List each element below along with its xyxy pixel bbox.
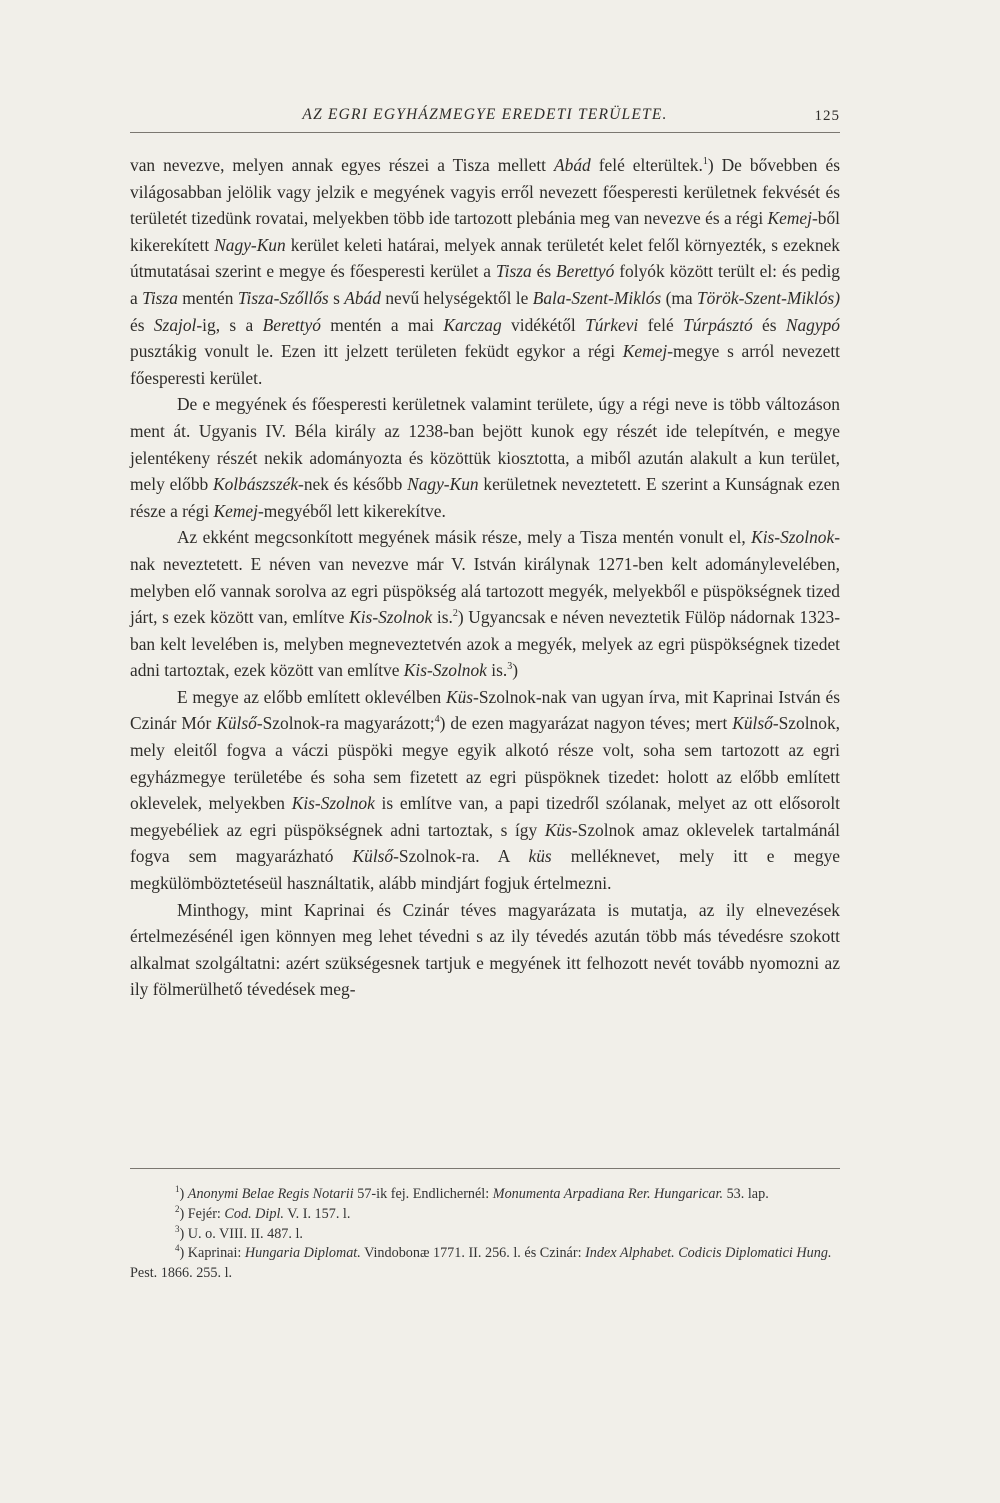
running-title: AZ EGRI EGYHÁZMEGYE EREDETI TERÜLETE. — [302, 106, 668, 123]
text-run: -Szolnok-nak van ugyan írva, mit Kaprinai István és Czinár Mór — [130, 686, 840, 734]
italic-text: Cod. Dipl. — [224, 1205, 284, 1222]
text-run: -Szolnok-ra magyarázott; — [256, 713, 435, 734]
text-run: ) Kaprinai: — [179, 1245, 245, 1262]
italic-text: Kemej — [213, 500, 258, 521]
text-run: ) Fejér: — [179, 1205, 225, 1222]
footnote — [130, 1225, 840, 1245]
text-run: ) U. o. VIII. II. 487. l. — [179, 1225, 303, 1242]
text-run: -ből kikerekített — [130, 208, 840, 255]
text-run: ) De bővebben és világosabban jelölik vagy jelzik e megyének vagyis erről nevezett főesperesti kerületnek fekvését és területét tizedünk rovatai, melyekben több ide tartozott plebánia meg van nevezve és a régi — [130, 155, 840, 229]
italic-text: Külső — [216, 713, 257, 734]
italic-text: Tisza — [495, 261, 532, 282]
text-run: vidékétől — [501, 314, 586, 335]
italic-text: Berettyó — [556, 261, 615, 282]
text-run: mentén a mai — [320, 314, 444, 335]
italic-text: Török-Szent-Miklós) — [697, 287, 840, 308]
text-run: felé elterültek. — [590, 155, 703, 175]
text-run: E megye az előbb említett oklevélben — [177, 686, 446, 707]
italic-text: Tisza-Szőllős — [237, 287, 329, 308]
italic-text: Túrpásztó — [683, 314, 753, 335]
text-run: nevű helységektől le — [380, 287, 533, 308]
text-run: (ma — [661, 287, 698, 308]
paragraph — [130, 684, 840, 897]
italic-text: Kis-Szolnok — [751, 527, 835, 548]
text-run: -Szolnok amaz oklevelek tartalmánál fogva sem magyarázható — [130, 819, 840, 867]
text-run: pusztákig vonult le. Ezen itt jelzett területen feküdt egykor a régi — [130, 341, 623, 362]
page-number: 125 — [814, 108, 840, 124]
footnote-rule — [130, 1168, 840, 1169]
paragraph — [130, 391, 840, 524]
footnotes — [130, 1185, 840, 1284]
text-run: ) — [512, 660, 518, 681]
text-run: mentén — [177, 287, 238, 308]
italic-text: Karczag — [443, 314, 502, 335]
italic-text: Nagy-Kun — [407, 474, 479, 495]
italic-text: Abád — [344, 287, 381, 308]
text-run: és — [531, 261, 557, 282]
italic-text: Túrkevi — [585, 314, 639, 335]
italic-text: Bala-Szent-Miklós — [532, 287, 662, 308]
body-text — [130, 152, 840, 1003]
italic-text: Küs — [445, 686, 474, 707]
text-run: -megye s arról nevezett főesperesti kerület. — [130, 341, 841, 388]
text-run: melléknevet, mely itt e megye megkülömböztetéseül használtatik, alább mindjárt fogjuk értelmezni. — [130, 846, 840, 894]
italic-text: Anonymi Belae Regis Notarii — [187, 1186, 354, 1202]
text-run: 53. lap. — [723, 1186, 769, 1202]
text-run: ) Ugyancsak e néven neveztetik Fülöp nádornak 1323-ban kelt levelében is, melyben megneveztetvén azok a megyék, melyek az egri püspökségnek tizedet adni tartoztak, ezek között van említve — [130, 607, 841, 681]
text-run: s — [328, 287, 345, 308]
footnote-ref: 4 — [175, 1243, 180, 1254]
italic-text: Kis-Szolnok — [349, 607, 433, 628]
text-run: ) — [179, 1186, 188, 1202]
text-run: kerületnek neveztetett. E szerint a Kunságnak ezen része a régi — [130, 474, 841, 521]
text-run: kerület keleti határai, melyek annak területét kelet felől környezték, s ezeknek útmutatásai szerint e megye és főesperesti kerület a — [130, 234, 840, 282]
italic-text: Kemej — [622, 341, 668, 362]
italic-text: Berettyó — [262, 314, 321, 335]
text-run: Vindobonæ 1771. II. 256. l. és Czinár: — [360, 1245, 586, 1262]
text-run: 57-ik fej. Endlichernél: — [353, 1186, 493, 1202]
italic-text: Kis-Szolnok — [291, 793, 375, 814]
italic-text: Küs — [544, 819, 572, 840]
footnote — [130, 1185, 840, 1205]
italic-text: Kemej — [767, 208, 812, 229]
text-run: és — [752, 314, 786, 335]
running-header — [130, 104, 840, 128]
italic-text: Szajol — [153, 314, 197, 335]
text-run: -nak neveztetett. E néven van nevezve már V. István királynak 1271-ben kelt adománylevelében, melyben elő vannak sorolva az egri püspökség alá tartozott megyék, melyekből e püspökségnek tized járt, s ezek között van, említve — [130, 527, 840, 628]
text-run: -Szolnok, mely eleitől fogva a váczi püspöki megye egyik alkotó része volt, soha sem tartozott az egri egyházmegye területébe és soha sem fizetett az egri püspöknek tizedet: holott az előbb említett oklevelek, melyekben — [130, 713, 840, 814]
text-run: Az ekként megcsonkított megyének másik része, mely a Tisza mentén vonult el, — [177, 527, 752, 548]
italic-text: Nagypó — [785, 314, 840, 335]
footnote-ref: 1 — [702, 156, 708, 167]
text-run: is. — [486, 660, 508, 681]
paragraph — [130, 897, 840, 1003]
paragraph — [130, 524, 840, 684]
text-run: -Szolnok-ra. A — [393, 846, 529, 867]
text-run: -megyéből lett kikerekítve. — [257, 500, 446, 521]
text-run: és — [130, 314, 154, 335]
footnote-ref: 3 — [507, 661, 513, 673]
footnote-ref: 3 — [175, 1223, 180, 1234]
text-run: -nek és később — [298, 474, 408, 495]
italic-text: Külső — [732, 713, 773, 734]
italic-text: Tisza — [142, 287, 178, 308]
footnote — [130, 1205, 840, 1225]
footnote — [130, 1244, 840, 1284]
header-rule — [130, 132, 840, 133]
text-run: Minthogy, mint Kaprinai és Czinár téves magyarázata is mutatja, az ily elnevezések értelmezésénél igen könnyen meg lehet tévedni s az ily tévedés azután több más tévedésre szokott alkalmat szolgáltatni: azért szükségesnek tartjuk e megyének itt felhozott nevét tovább nyomozni az ily fölmerülhető tévedések meg- — [130, 899, 840, 1000]
text-run: is. — [432, 607, 453, 628]
text-run: De e megyének és főesperesti kerületnek valamint területe, úgy a régi neve is több változáson ment át. Ugyanis IV. Béla király az 1238-ban bejött kunok egy részét ide telepítvén, e megye jelentékeny részét nekik adományozta és közöttük kiosztotta, a miből azután alakult a kun terület, mely előbb — [130, 394, 840, 495]
footnote-ref: 2 — [175, 1203, 180, 1214]
footnote-ref: 1 — [175, 1184, 180, 1194]
text-run: -ig, s a — [196, 314, 263, 335]
text-run: V. I. 157. l. — [283, 1205, 351, 1222]
italic-text: Kolbászszék — [213, 474, 299, 495]
text-run: van nevezve, melyen annak egyes részei a Tisza mellett — [130, 155, 555, 175]
text-run: ) de ezen magyarázat nagyon téves; mert — [439, 713, 733, 734]
italic-text: küs — [528, 846, 552, 867]
italic-text: Nagy-Kun — [214, 234, 286, 255]
italic-text: Abád — [554, 155, 591, 175]
text-run: is említve van, a papi tizedről szólanak, melyet az ott elősorolt megyebéliek az egri püspökségnek adni tartoztak, s így — [130, 793, 840, 840]
paragraph — [130, 152, 840, 391]
footnote-ref: 2 — [452, 608, 458, 620]
text-run: felé — [638, 314, 684, 335]
text-run: folyók között terült el: és pedig a — [130, 261, 840, 308]
text-run: Pest. 1866. 255. l. — [130, 1265, 233, 1282]
italic-text: Index Alphabet. Codicis Diplomatici Hung. — [585, 1245, 832, 1262]
italic-text: Kis-Szolnok — [403, 660, 487, 681]
footnote-ref: 4 — [434, 714, 440, 726]
italic-text: Hungaria Diplomat. — [244, 1245, 361, 1262]
italic-text: Monumenta Arpadiana Rer. Hungaricar. — [492, 1186, 724, 1202]
italic-text: Külső — [352, 846, 394, 867]
